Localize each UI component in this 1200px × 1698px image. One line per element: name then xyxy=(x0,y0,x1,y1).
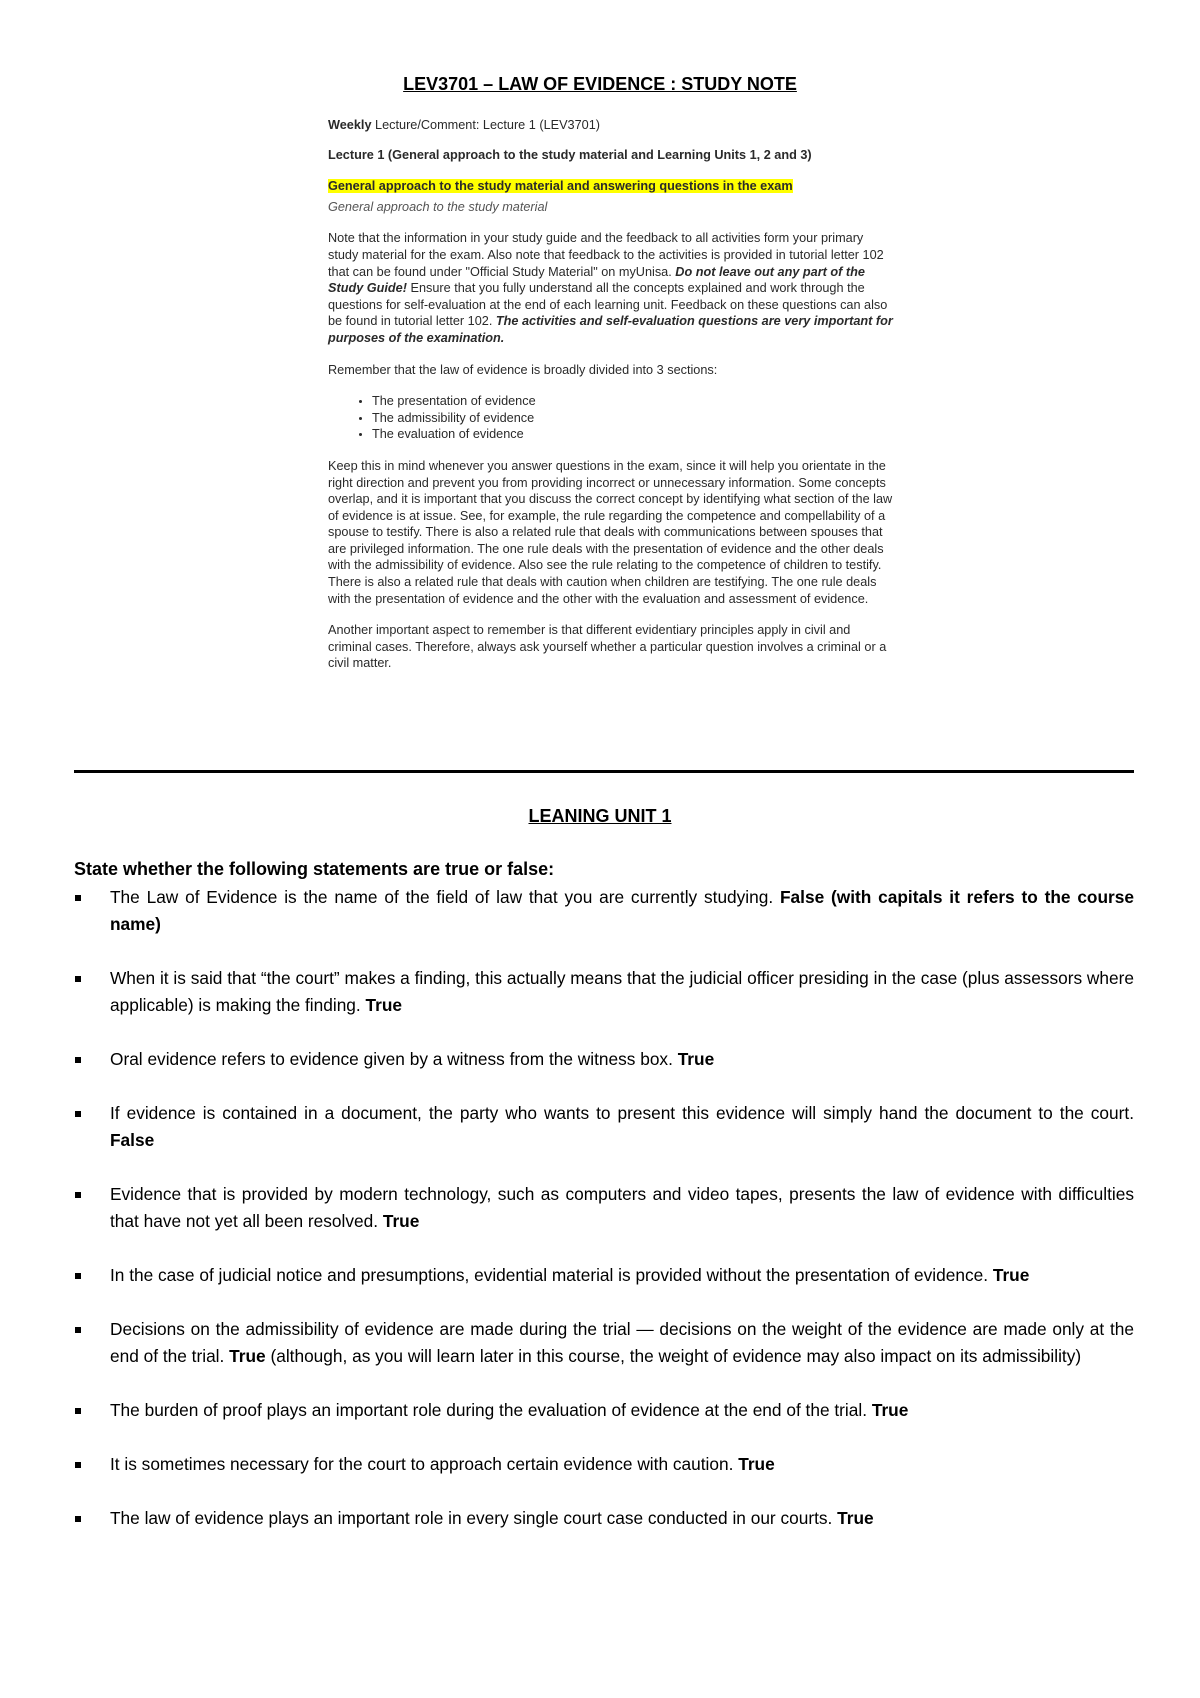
statement-answer: True xyxy=(365,995,403,1015)
statement-text: If evidence is contained in a document, the party who wants to present this evidence will simply hand the document to the court. xyxy=(110,1103,1134,1123)
square-bullet-icon xyxy=(75,1273,81,1279)
statement-answer: True xyxy=(837,1508,874,1528)
statement-item xyxy=(74,1316,1134,1370)
statement-item xyxy=(74,1100,1134,1154)
learning-unit-title: LEANING UNIT 1 xyxy=(528,806,672,826)
statement-text: The law of evidence plays an important role in every single court case conducted in our courts. xyxy=(110,1508,833,1528)
statement-text: In the case of judicial notice and presumptions, evidential material is provided without the presentation of evidence. xyxy=(110,1265,989,1285)
statement-item xyxy=(74,1046,1134,1073)
statement-item xyxy=(74,1262,1134,1289)
weekly-rest: Lecture/Comment: Lecture 1 (LEV3701) xyxy=(375,118,600,132)
sections-list xyxy=(328,393,894,443)
statements-list xyxy=(74,884,1134,1532)
para1-emphasis2: The activities and self-evaluation questions are very important for purposes of the examination. xyxy=(328,314,893,345)
square-bullet-icon xyxy=(75,1057,81,1063)
highlight-heading-wrap xyxy=(328,178,894,195)
square-bullet-icon xyxy=(75,1462,81,1468)
para1-text: Note that the information in your study guide and the feedback to all activities form your primary study material for the exam. Also note that feedback to the activities is provided in tutorial letter 102 that can be found under "Official Study Material" on myUnisa. xyxy=(328,231,884,279)
statement-item xyxy=(74,1181,1134,1235)
section-item: • The admissibility of evidence xyxy=(372,410,894,427)
statement-answer: False xyxy=(110,1130,155,1150)
page-title: LEV3701 – LAW OF EVIDENCE : STUDY NOTE xyxy=(403,74,797,94)
square-bullet-icon xyxy=(75,976,81,982)
statement-text: When it is said that “the court” makes a finding, this actually means that the judicial officer presiding in the case (plus assessors where applicable) is making the finding. xyxy=(110,968,1134,1015)
statement-text: Oral evidence refers to evidence given by a witness from the witness box. xyxy=(110,1049,673,1069)
statement-text: It is sometimes necessary for the court to approach certain evidence with caution. xyxy=(110,1454,734,1474)
statement-note: (although, as you will learn later in this course, the weight of evidence may also impact on its admissibility) xyxy=(270,1346,1082,1366)
square-bullet-icon xyxy=(75,1516,81,1522)
statement-answer: True xyxy=(738,1454,775,1474)
statement-text: Decisions on the admissibility of evidence are made during the trial — decisions on the weight of the evidence are made only at the end of the trial. xyxy=(110,1319,1134,1366)
paragraph-keep-in-mind: Keep this in mind whenever you answer questions in the exam, since it will help you orientate in the right direction and prevent you from providing incorrect or unnecessary information. Some concepts overlap, and it is important that you discuss the correct concept by identifying what section of the law of evidence is at issue. See, for example, the rule regarding the competence and compellability of a spouse to testify. There is also a related rule that deals with communications between spouses that are privileged information. The one rule deals with the presentation of evidence and the other deals with the admissibility of evidence. Also see the rule relating to the competence of children to testify. There is also a related rule that deals with caution when children are testifying. The one rule deals with the presentation of evidence and the other with the evaluation and assessment of evidence. xyxy=(328,458,893,606)
lecture-heading: Lecture 1 (General approach to the study material and Learning Units 1, 2 and 3) xyxy=(328,147,812,162)
statement-item xyxy=(74,1397,1134,1424)
square-bullet-icon xyxy=(75,1408,81,1414)
section-item: • The evaluation of evidence xyxy=(372,426,894,443)
subheading: General approach to the study material xyxy=(328,199,548,214)
statement-item xyxy=(74,1451,1134,1478)
statement-answer: True xyxy=(871,1400,909,1420)
instruction: State whether the following statements are true or false: xyxy=(74,859,555,879)
highlight-heading: General approach to the study material and answering questions in the exam xyxy=(328,179,793,194)
section-divider xyxy=(74,770,1134,773)
square-bullet-icon xyxy=(75,1192,81,1198)
section-item: • The presentation of evidence xyxy=(372,393,894,410)
weekly-lecture-line xyxy=(328,117,894,134)
paragraph-study-material xyxy=(328,230,894,346)
paragraph-sections-intro: Remember that the law of evidence is broadly divided into 3 sections: xyxy=(328,362,718,377)
square-bullet-icon xyxy=(75,1327,81,1333)
statement-text: The Law of Evidence is the name of the field of law that you are currently studying. xyxy=(110,887,774,907)
statement-text: Evidence that is provided by modern technology, such as computers and video tapes, presents the law of evidence with difficulties that have not yet all been resolved. xyxy=(110,1184,1134,1231)
weekly-label: Weekly xyxy=(328,118,372,132)
paragraph-civil-criminal: Another important aspect to remember is that different evidentiary principles apply in civil and criminal cases. Therefore, always ask yourself whether a particular question involves a criminal or a civil matter. xyxy=(328,623,887,671)
para1-emphasis: Do not leave out any part of the Study Guide! xyxy=(328,264,865,296)
statement-text: The burden of proof plays an important role during the evaluation of evidence at the end of the trial. xyxy=(110,1400,868,1420)
lecture-excerpt xyxy=(328,117,894,687)
statement-item xyxy=(74,965,1134,1019)
statement-answer: True xyxy=(992,1265,1030,1285)
statement-item xyxy=(74,1505,1134,1532)
statement-answer: True xyxy=(677,1049,715,1069)
statement-answer: True xyxy=(382,1211,420,1231)
square-bullet-icon xyxy=(75,1111,81,1117)
statement-item xyxy=(74,884,1134,938)
para1-text2: Ensure that you fully understand all the concepts explained and work through the questions for self-evaluation at the end of each learning unit. Feedback on these questions can also be found in tutorial letter 102. xyxy=(328,281,888,329)
square-bullet-icon xyxy=(75,895,81,901)
statement-answer: True xyxy=(229,1346,266,1366)
statement-answer: False (with capitals it refers to the course name) xyxy=(110,887,1134,934)
